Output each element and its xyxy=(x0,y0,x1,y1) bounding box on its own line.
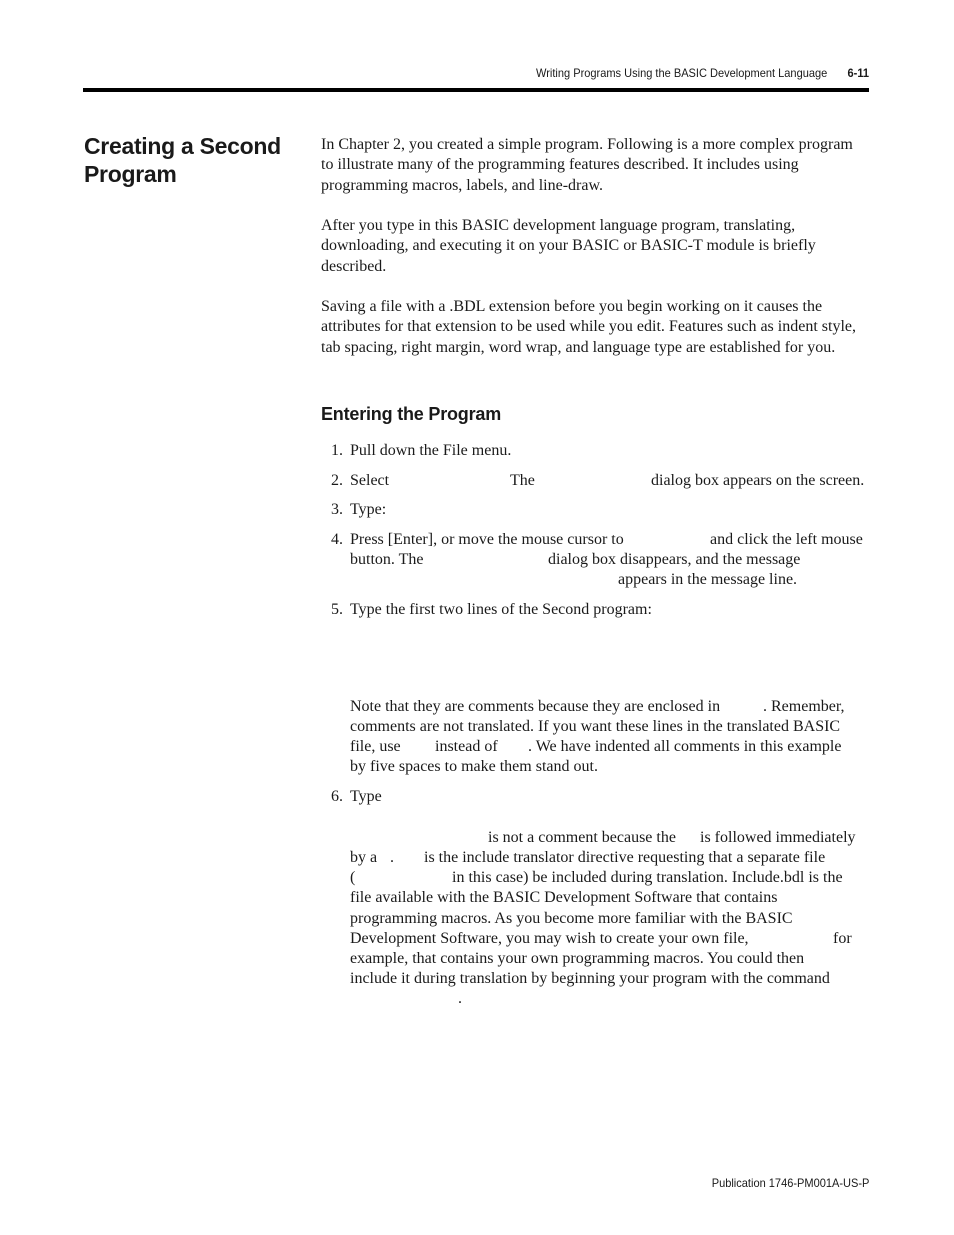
step-6-line-1a: is not a comment because the xyxy=(488,829,676,846)
step-6-line-3b: in this case) be included during translation. Include.bdl is the xyxy=(452,869,843,886)
note-line-2: comments are not translated. If you want these lines in the translated BASIC xyxy=(350,718,841,735)
step-6-line-2c: is the include translator directive requesting that a separate file xyxy=(424,849,826,866)
step-5-text: Type the first two lines of the Second program: xyxy=(350,601,652,618)
step-6-line-8: include it during translation by beginning your program with the command xyxy=(350,970,830,987)
step-6-line-7: example, that contains your own programming macros. You could then xyxy=(350,950,805,967)
step-1-number: 1. xyxy=(331,442,343,459)
paragraph-translating: After you type in this BASIC development language program, translating, downloading, and executing it on your BASIC or BASIC-T module is briefly described. xyxy=(321,217,816,275)
section-title: Creating a Second Program xyxy=(84,133,281,187)
step-6-line-6b: for xyxy=(833,930,852,947)
step-5-number: 5. xyxy=(331,601,343,618)
step-6-line-5: programming macros. As you become more familiar with the BASIC xyxy=(350,910,793,927)
note-line-4: by five spaces to make them stand out. xyxy=(350,758,598,775)
step-6-line-2a: by a xyxy=(350,849,378,866)
step-6-line-9: . xyxy=(458,990,462,1007)
subsection-title: Entering the Program xyxy=(321,404,502,424)
step-4-text-c: button. The xyxy=(350,551,424,568)
note-line-3c: . We have indented all comments in this example xyxy=(528,738,842,755)
step-3-number: 3. xyxy=(331,501,343,518)
step-6-line-6a: Development Software, you may wish to create your own file, xyxy=(350,930,749,947)
note-line-3b: instead of xyxy=(435,738,498,755)
step-4-text-e: appears in the message line. xyxy=(618,571,798,588)
step-4-number: 4. xyxy=(331,531,343,548)
running-header xyxy=(147,66,869,80)
step-4-text-b: and click the left mouse xyxy=(710,531,863,548)
step-2-text-c: dialog box appears on the screen. xyxy=(651,472,865,489)
step-6-line-4: file available with the BASIC Development Software that contains xyxy=(350,889,778,906)
step-6-text: Type xyxy=(350,788,382,805)
header-chapter-title: Writing Programs Using the BASIC Development Language xyxy=(535,66,828,80)
step-3-text: Type: xyxy=(350,501,387,518)
step-6-number: 6. xyxy=(331,788,343,805)
step-6-line-1b: is followed immediately xyxy=(700,829,856,846)
note-line-3a: file, use xyxy=(350,738,401,755)
step-2-number: 2. xyxy=(331,472,343,489)
step-6-line-3a: ( xyxy=(350,869,356,886)
note-line-1b: . Remember, xyxy=(763,698,845,715)
step-2-text-a: Select xyxy=(350,472,390,489)
step-1-text: Pull down the File menu. xyxy=(350,442,512,459)
footer-publication: Publication 1746-PM001A-US-P xyxy=(711,1176,869,1190)
step-4-text-a: Press [Enter], or move the mouse cursor to xyxy=(350,531,624,548)
paragraph-saving: Saving a file with a .BDL extension before you begin working on it causes the attributes for that extension to be used while you edit. Features such as indent style, tab spacing, right margin, word wrap, and language type are established for you. xyxy=(321,298,856,356)
header-page-number: 6-11 xyxy=(847,66,869,80)
header-rule xyxy=(83,88,869,92)
note-line-1a: Note that they are comments because they are enclosed in xyxy=(350,698,721,715)
step-6-line-2b: . xyxy=(390,849,394,866)
step-2-text-b: The xyxy=(510,472,535,489)
paragraph-intro: In Chapter 2, you created a simple program. Following is a more complex program to illustrate many of the programming features described. It includes using programming macros, labels, and line-draw. xyxy=(321,136,853,194)
step-4-text-d: dialog box disappears, and the message xyxy=(548,551,801,568)
